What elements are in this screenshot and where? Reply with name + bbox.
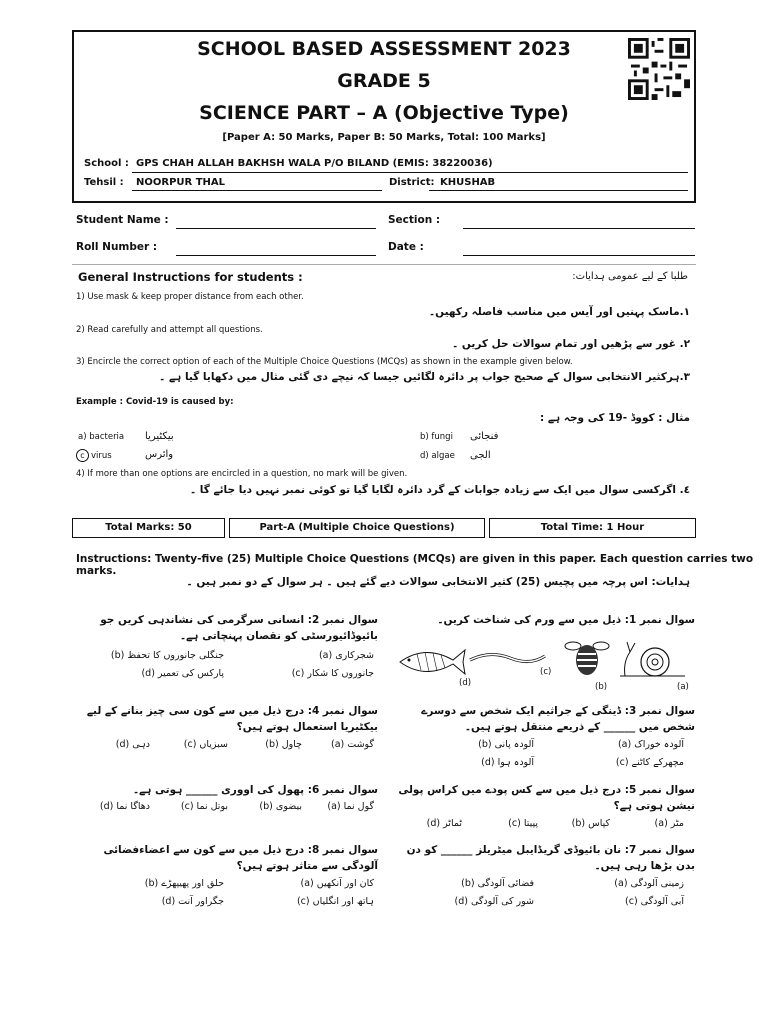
q3-option-d[interactable]: آلودہ ہوا (d) <box>481 757 534 768</box>
question-3: سوال نمبر 3: ڈینگی کے جراثیم ایک شخص سے دوسرے شخص میں ______ کے ذریعے منتقل ہوتے ہیں۔ <box>421 705 695 733</box>
marks-bar <box>72 518 696 538</box>
selected-answer-circle: c <box>76 449 89 462</box>
grade-title: GRADE 5 <box>337 70 431 92</box>
instruction-1: 1) Use mask & keep proper distance from each other. <box>76 292 304 302</box>
example-option-b: b) fungi <box>420 432 453 442</box>
mcq-instructions-urdu: ہدایات: اس پرچہ میں پچیس (25) کثیر الانتخابی سوالات دیے گئے ہیں ۔ ہر سوال کے دو نمبر ہیں ۔ <box>186 576 690 588</box>
date-label: Date : <box>388 241 424 253</box>
example-option-c-text: virus <box>91 451 112 461</box>
instruction-4: 4) If more than one options are encircled in a question, no mark will be given. <box>76 469 408 479</box>
divider <box>72 264 696 265</box>
example-label: Example : Covid-19 is caused by: <box>76 397 234 407</box>
question-8: سوال نمبر 8: درج ذیل میں سے کون سے اعضاءفضائی آلودگی سے متاثر ہوتے ہیں؟ <box>103 844 378 872</box>
general-instructions-title: General Instructions for students : <box>78 270 303 284</box>
assessment-title: SCHOOL BASED ASSESSMENT 2023 <box>197 38 571 60</box>
tehsil-underline <box>132 190 382 191</box>
q7-option-a[interactable]: زمینی آلودگی (a) <box>614 878 684 889</box>
snail-icon <box>620 642 685 676</box>
question-7: سوال نمبر 7: نان بائیوڈی گریڈایبل میٹریلز ______ کو دن بدن بڑھا رہی ہیں۔ <box>406 844 695 872</box>
q2-option-b[interactable]: جنگلی جانوروں کا تحفظ (b) <box>110 650 224 661</box>
q7-option-c[interactable]: آبی آلودگی (c) <box>624 896 684 907</box>
q8-option-d[interactable]: جگراور آنت (d) <box>161 896 224 907</box>
question-1: سوال نمبر 1: ذیل میں سے ورم کی شناخت کریں۔ <box>437 614 695 626</box>
example-option-a: a) bacteria <box>78 432 125 442</box>
q8-option-b[interactable]: حلق اور پھیپھڑے (b) <box>144 878 224 889</box>
section-label: Section : <box>388 214 441 226</box>
student-name-field[interactable] <box>176 228 376 229</box>
q2-option-d[interactable]: پارکس کی تعمیر (d) <box>141 668 224 679</box>
instruction-3-urdu: ٣.ہرکثیر الانتخابی سوال کے صحیح جواب پر دائرہ لگائیں جیسا کہ نیچے دی گئی مثال میں دکھایا گیا ہے ۔ <box>159 371 690 383</box>
district-underline <box>429 190 688 191</box>
student-name-label: Student Name : <box>76 214 169 226</box>
question-5: سوال نمبر 5: درج ذیل میں سے کس پودے میں کراس پولی نیشن ہوتی ہے؟ <box>398 784 695 812</box>
example-option-c <box>76 449 112 462</box>
q1-label-c: (c) <box>540 667 552 677</box>
q4-option-a[interactable]: گوشت (a) <box>331 739 374 750</box>
marks-note: [Paper A: 50 Marks, Paper B: 50 Marks, Total: 100 Marks] <box>222 132 546 143</box>
section-field[interactable] <box>463 228 695 229</box>
q6-option-c[interactable]: بوتل نما (c) <box>180 801 228 812</box>
q7-option-d[interactable]: شور کی آلودگی (d) <box>454 896 534 907</box>
fish-icon <box>400 650 465 674</box>
q1-label-b: (b) <box>595 682 608 692</box>
instruction-4-urdu: ٤. اگرکسی سوال میں ایک سے زیادہ جوابات کے گرد دائرہ لگایا گیا تو کوئی نمبر نہیں دیا جائے گا ۔ <box>189 484 690 496</box>
question-2: سوال نمبر 2: انسانی سرگرمی کی نشاندہی کریں جو بائیوڈائیورسٹی کو نقصان پہنچاتی ہے۔ <box>100 614 378 642</box>
header-box <box>72 30 696 203</box>
worm-options-image <box>395 632 695 692</box>
tehsil-label: Tehsil : <box>84 177 124 188</box>
subject-title: SCIENCE PART – A (Objective Type) <box>199 102 569 124</box>
example-option-c-urdu: وائرس <box>145 449 174 460</box>
worm-icon <box>470 654 545 661</box>
total-time: Total Time: 1 Hour <box>489 518 696 538</box>
q2-option-a[interactable]: شجرکاری (a) <box>318 650 374 661</box>
q6-option-b[interactable]: بیضوی (b) <box>259 801 302 812</box>
district-label: District: <box>389 177 435 188</box>
district-value: KHUSHAB <box>440 177 496 188</box>
example-urdu: مثال : کووڈ -19 کی وجہ ہے : <box>540 412 690 424</box>
q3-option-c[interactable]: مچھرکے کاٹنے (c) <box>615 757 684 768</box>
question-6: سوال نمبر 6: پھول کی اووری ______ ہوتی ہے۔ <box>132 784 378 796</box>
example-option-a-urdu: بیکٹیریا <box>145 431 174 442</box>
instruction-2-urdu: ٢. غور سے پڑھیں اور تمام سوالات حل کریں ۔ <box>452 338 690 350</box>
school-underline <box>132 172 688 173</box>
total-marks: Total Marks: 50 <box>72 518 225 538</box>
q5-option-c[interactable]: پپیتا (c) <box>508 818 538 829</box>
q8-option-a[interactable]: کان اور آنکھیں (a) <box>300 878 374 889</box>
q3-option-a[interactable]: آلودہ خوراک (a) <box>617 739 684 750</box>
roll-number-field[interactable] <box>176 255 376 256</box>
q5-option-d[interactable]: ٹماٹر (d) <box>426 818 462 829</box>
example-option-b-urdu: فنجائی <box>470 431 499 442</box>
q2-option-c[interactable]: جانوروں کا شکار (c) <box>291 668 374 679</box>
school-value: GPS CHAH ALLAH BAKHSH WALA P/O BILAND (EMIS: 38220036) <box>136 158 493 169</box>
question-4: سوال نمبر 4: درج ذیل میں سے کون سی چیز بنانے کے لیے بیکٹیریا استعمال ہوتے ہیں؟ <box>86 705 378 733</box>
q4-option-d[interactable]: دہی (d) <box>115 739 150 750</box>
q4-option-c[interactable]: سبزیاں (c) <box>183 739 228 750</box>
instruction-2: 2) Read carefully and attempt all questions. <box>76 325 263 335</box>
q5-option-a[interactable]: مٹر (a) <box>654 818 684 829</box>
bee-icon <box>565 642 609 675</box>
q4-option-b[interactable]: چاول (b) <box>265 739 302 750</box>
example-option-d-urdu: الجی <box>470 450 491 461</box>
q8-option-c[interactable]: ہاتھ اور انگلیاں (c) <box>296 896 374 907</box>
q1-label-a: (a) <box>677 682 689 692</box>
mcq-instructions: Instructions: Twenty-five (25) Multiple Choice Questions (MCQs) are given in this paper. Each question carries two marks. <box>76 553 754 577</box>
q1-label-d: (d) <box>459 678 472 688</box>
q7-option-b[interactable]: فضائی آلودگی (b) <box>461 878 534 889</box>
qr-code-icon <box>628 36 690 102</box>
tehsil-value: NOORPUR THAL <box>136 177 226 188</box>
part-label: Part-A (Multiple Choice Questions) <box>229 518 485 538</box>
instruction-3: 3) Encircle the correct option of each of the Multiple Choice Questions (MCQs) as shown in the example given below. <box>76 357 573 367</box>
q5-option-b[interactable]: کپاس (b) <box>571 818 610 829</box>
roll-number-label: Roll Number : <box>76 241 158 253</box>
general-instructions-urdu-title: طلبا کے لیے عمومی ہدایات: <box>572 271 688 282</box>
date-field[interactable] <box>463 255 695 256</box>
instruction-1-urdu: ١.ماسک پہنیں اور آیس میں مناسب فاصلہ رکھیں۔ <box>429 306 690 318</box>
q6-option-a[interactable]: گول نما (a) <box>327 801 374 812</box>
example-option-d: d) algae <box>420 451 455 461</box>
q6-option-d[interactable]: دھاگا نما (d) <box>99 801 150 812</box>
school-label: School : <box>84 158 129 169</box>
q3-option-b[interactable]: آلودہ پانی (b) <box>478 739 534 750</box>
